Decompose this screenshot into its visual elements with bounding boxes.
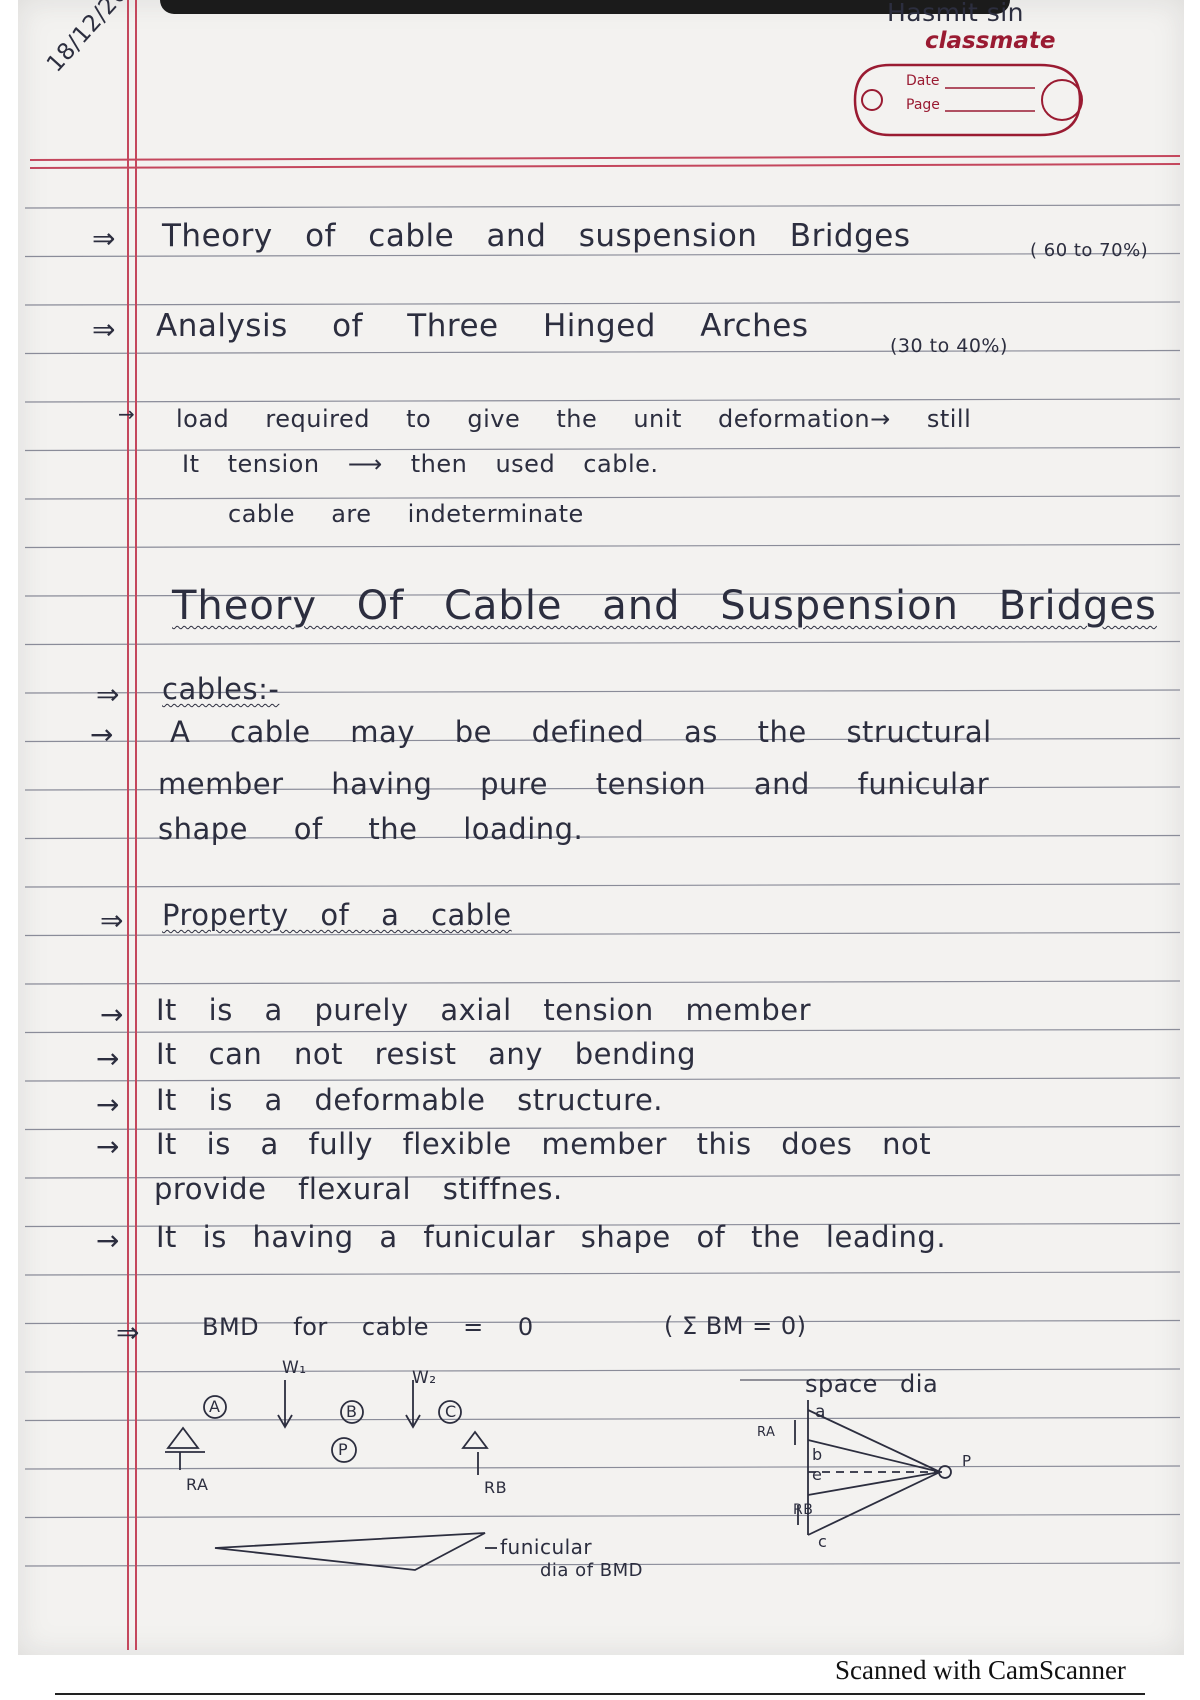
arrow-bullet: → [118, 402, 135, 426]
note-line-3: cable are indeterminate [228, 500, 584, 528]
cable-definition-1: A cable may be defined as the structural [170, 715, 992, 749]
label-space-dia: space dia [805, 1370, 939, 1398]
arrow-bullet: → [96, 1224, 120, 1257]
bmd-equation: ( Σ BM = 0) [664, 1312, 807, 1340]
label-b: b [812, 1445, 823, 1464]
implies-arrow: ⇒ [96, 678, 120, 711]
label-B: B [346, 1402, 358, 1421]
syllabus-topic-1: Theory of cable and suspension Bridges [162, 218, 911, 254]
label-Ra: RA [757, 1425, 776, 1440]
label-c: c [818, 1532, 828, 1551]
implies-arrow: ⇒ [92, 222, 116, 255]
footer-rule [55, 1693, 1145, 1695]
implies-arrow: ⇒ [116, 1316, 140, 1349]
label-W1: W₁ [282, 1358, 307, 1378]
property-item-2: It can not resist any bending [156, 1037, 697, 1071]
arrow-bullet: → [96, 1042, 120, 1075]
label-C: C [445, 1402, 457, 1421]
date-label: Date [906, 73, 940, 89]
cable-definition-3: shape of the loading. [158, 812, 584, 846]
page-label: Page [906, 97, 940, 113]
author-name: Hasmit sin [887, 0, 1025, 27]
property-item-4: It is a fully flexible member this does not [156, 1127, 932, 1161]
cables-heading: cables:- [162, 672, 280, 706]
syllabus-topic-1-percent: ( 60 to 70%) [1030, 240, 1149, 261]
label-a: a [815, 1402, 826, 1422]
syllabus-topic-2: Analysis of Three Hinged Arches [156, 308, 809, 344]
label-RA: RA [186, 1475, 209, 1494]
label-dia-of-bmd: dia of BMD [540, 1560, 643, 1581]
note-line-2: It tension ⟶ then used cable. [182, 450, 659, 478]
implies-arrow: ⇒ [100, 904, 124, 937]
page-title: Theory Of Cable and Suspension Bridges [172, 583, 1157, 629]
note-line-1: load required to give the unit deformation→ still [176, 405, 972, 433]
label-P: P [338, 1440, 349, 1459]
label-p: P [962, 1452, 972, 1470]
label-RB: RB [484, 1478, 508, 1497]
bmd-statement: BMD for cable = 0 [202, 1313, 534, 1341]
brand-logo: classmate [925, 28, 1056, 54]
property-item-4-cont: provide flexural stiffnes. [154, 1172, 563, 1206]
label-Rb: RB [793, 1502, 814, 1518]
syllabus-topic-2-percent: (30 to 40%) [890, 335, 1008, 357]
property-heading: Property of a cable [162, 898, 512, 932]
cable-definition-2: member having pure tension and funicular [158, 767, 990, 801]
label-funicular: funicular [500, 1535, 593, 1559]
property-item-3: It is a deformable structure. [156, 1083, 663, 1117]
implies-arrow: ⇒ [92, 313, 116, 346]
arrow-bullet: → [96, 1088, 120, 1121]
label-W2: W₂ [412, 1368, 437, 1388]
label-e: e [812, 1465, 823, 1484]
arrow-bullet: → [96, 1130, 120, 1163]
property-item-1: It is a purely axial tension member [156, 993, 812, 1027]
scanner-watermark: Scanned with CamScanner [835, 1655, 1126, 1685]
arrow-bullet: → [90, 718, 114, 751]
arrow-bullet: → [100, 998, 124, 1031]
label-A: A [209, 1397, 221, 1416]
property-item-5: It is having a funicular shape of the leading. [156, 1220, 947, 1254]
